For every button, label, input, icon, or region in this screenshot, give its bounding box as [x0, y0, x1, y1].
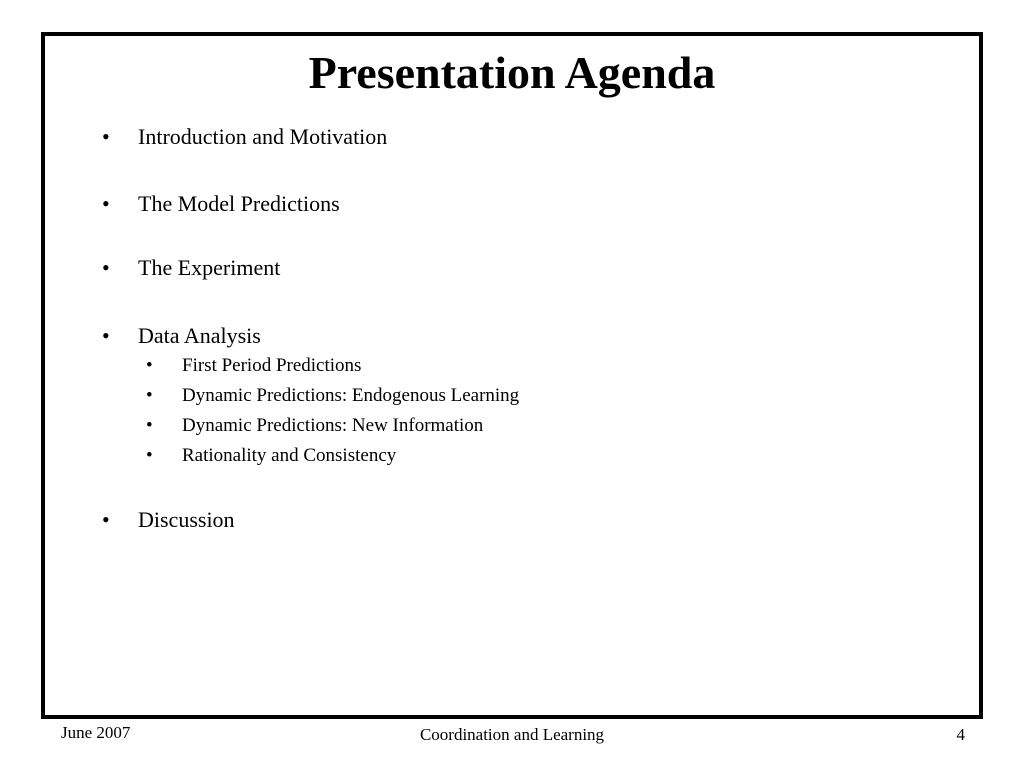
bullet-icon: • — [102, 323, 110, 348]
bullet-icon: • — [102, 191, 110, 216]
agenda-item-label: Discussion — [138, 507, 235, 532]
footer-title: Coordination and Learning — [419, 725, 605, 744]
agenda-subitem-label: Dynamic Predictions: New Information — [182, 415, 484, 436]
agenda-subitem-label: Rationality and Consistency — [182, 445, 397, 466]
slide-number: 4 — [956, 725, 965, 744]
agenda-subitem-label: First Period Predictions — [182, 355, 362, 376]
bullet-icon: • — [102, 507, 110, 532]
agenda-item-label: The Model Predictions — [138, 191, 340, 216]
agenda-item-label: Data Analysis — [138, 323, 261, 348]
bullet-icon: • — [102, 124, 110, 149]
slide-title: Presentation Agenda — [308, 47, 716, 98]
bullet-icon: • — [146, 385, 153, 406]
bullet-icon: • — [146, 415, 153, 436]
slide-frame — [41, 32, 983, 719]
bullet-icon: • — [146, 445, 153, 466]
bullet-icon: • — [102, 255, 110, 280]
agenda-item-label: Introduction and Motivation — [138, 124, 388, 149]
footer-date: June 2007 — [61, 723, 131, 742]
agenda-subitem-label: Dynamic Predictions: Endogenous Learning — [182, 385, 520, 406]
bullet-icon: • — [146, 355, 153, 376]
agenda-item-label: The Experiment — [138, 255, 281, 280]
